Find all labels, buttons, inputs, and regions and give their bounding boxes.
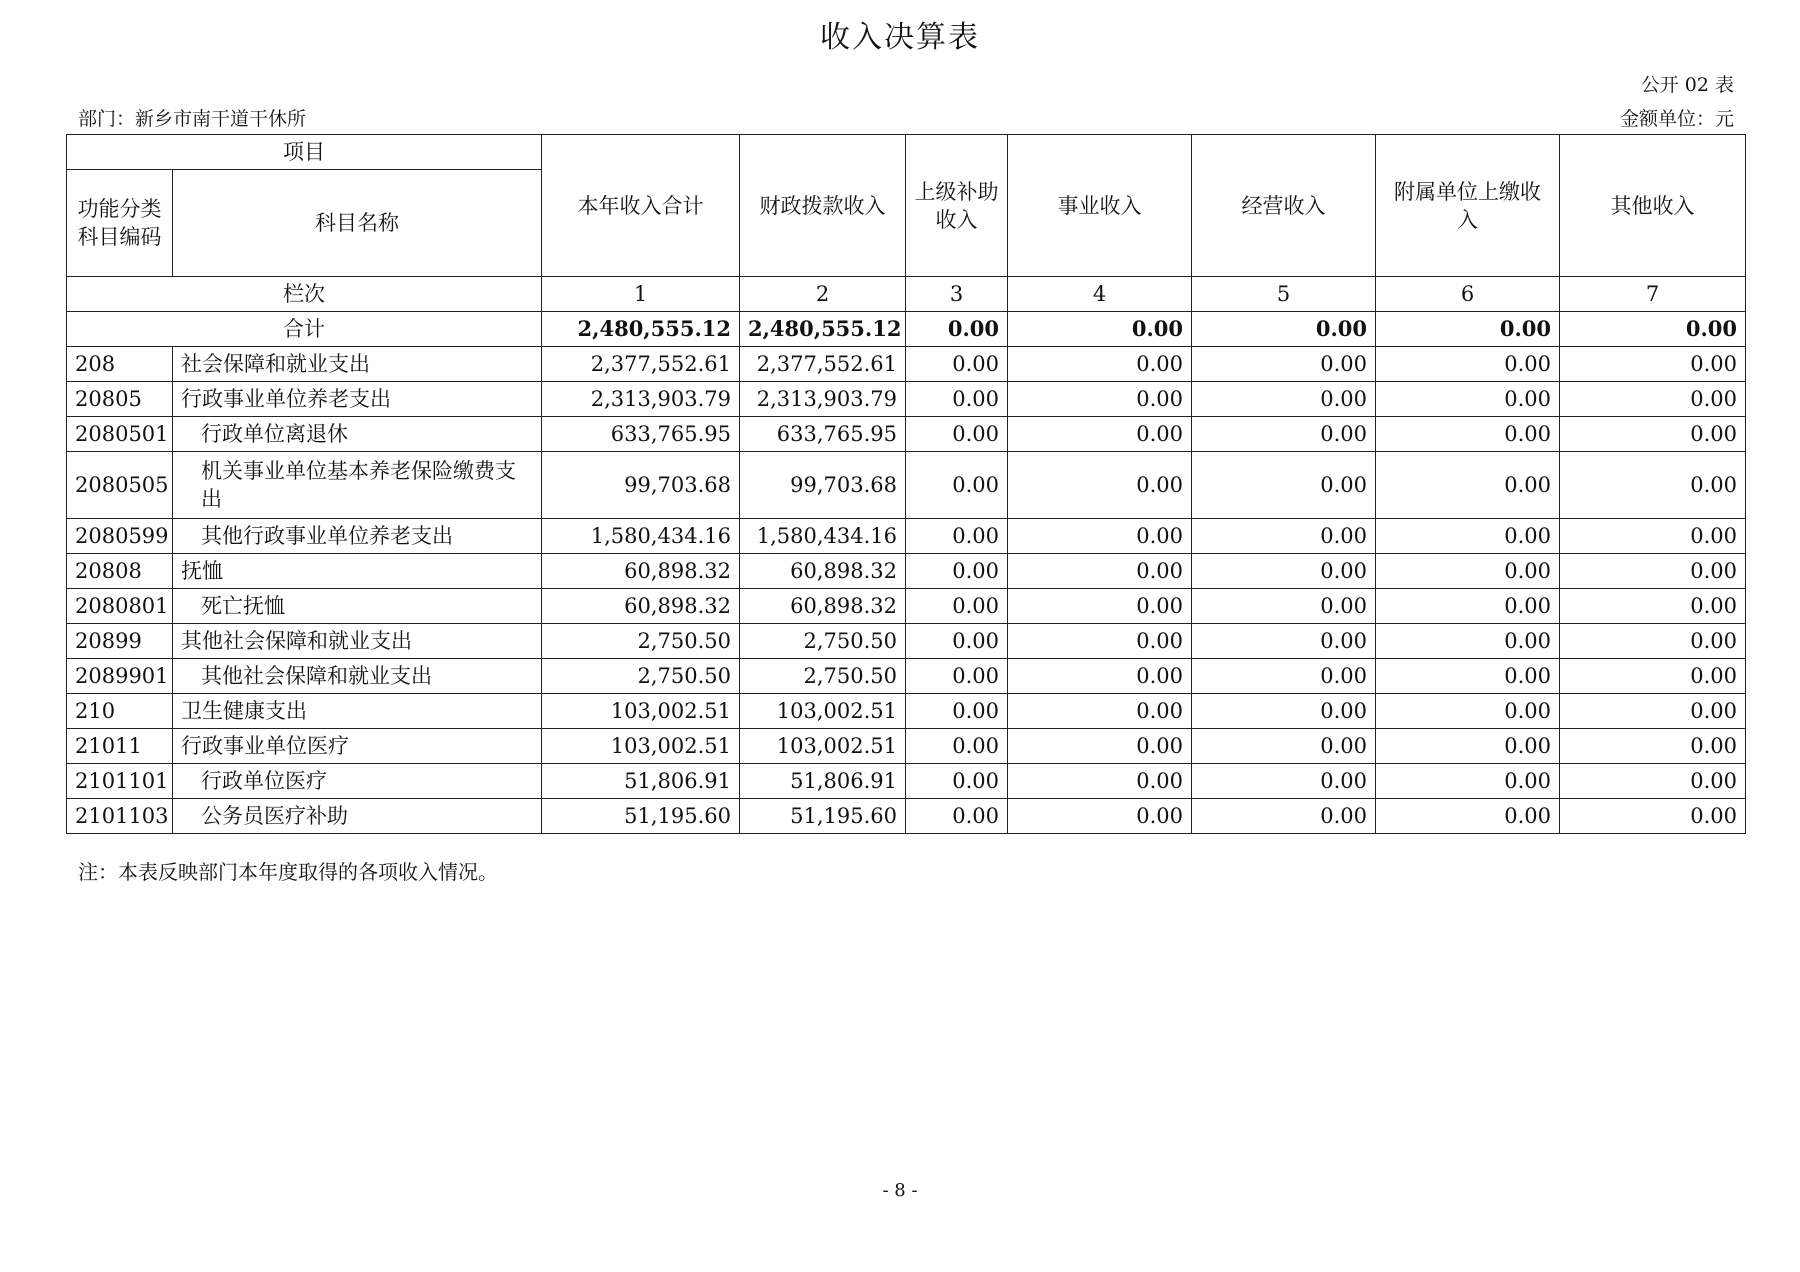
table-row <box>67 519 1746 554</box>
table-row <box>67 554 1746 589</box>
row-value: 0.00 <box>1560 452 1746 519</box>
total-value: 2,480,555.12 <box>740 312 906 347</box>
total-value: 2,480,555.12 <box>542 312 740 347</box>
header-operating-income: 经营收入 <box>1192 135 1376 277</box>
row-value: 0.00 <box>1560 624 1746 659</box>
table-row <box>67 347 1746 382</box>
row-value: 0.00 <box>906 624 1008 659</box>
row-value: 0.00 <box>1192 519 1376 554</box>
col-number: 6 <box>1376 277 1560 312</box>
row-value: 0.00 <box>1560 659 1746 694</box>
row-value: 0.00 <box>906 589 1008 624</box>
row-value: 0.00 <box>1560 347 1746 382</box>
row-value: 0.00 <box>1376 799 1560 834</box>
amount-unit-label: 金额单位：元 <box>1619 108 1734 130</box>
row-name: 其他社会保障和就业支出 <box>173 659 542 694</box>
total-value: 0.00 <box>1192 312 1376 347</box>
row-value: 0.00 <box>1560 554 1746 589</box>
row-value: 0.00 <box>1560 417 1746 452</box>
row-value: 0.00 <box>1560 799 1746 834</box>
header-project: 项目 <box>67 135 542 170</box>
row-name: 死亡抚恤 <box>173 589 542 624</box>
row-value: 2,750.50 <box>542 659 740 694</box>
row-value: 0.00 <box>1376 417 1560 452</box>
row-code: 208 <box>67 347 173 382</box>
row-name: 行政事业单位医疗 <box>173 729 542 764</box>
row-value: 51,806.91 <box>542 764 740 799</box>
row-value: 51,195.60 <box>740 799 906 834</box>
row-value: 0.00 <box>1008 659 1192 694</box>
row-value: 51,806.91 <box>740 764 906 799</box>
row-value: 60,898.32 <box>740 589 906 624</box>
row-value: 0.00 <box>1376 452 1560 519</box>
form-number: 公开 02 表 <box>1640 74 1734 96</box>
row-value: 0.00 <box>1008 799 1192 834</box>
row-value: 2,377,552.61 <box>542 347 740 382</box>
header-affiliated-income: 附属单位上缴收入 <box>1376 135 1560 277</box>
table-note: 注：本表反映部门本年度取得的各项收入情况。 <box>78 860 498 884</box>
col-number: 1 <box>542 277 740 312</box>
row-value: 0.00 <box>1008 589 1192 624</box>
row-name: 其他行政事业单位养老支出 <box>173 519 542 554</box>
row-value: 0.00 <box>1192 799 1376 834</box>
total-label: 合计 <box>67 312 542 347</box>
row-code: 20899 <box>67 624 173 659</box>
page-number: - 8 - <box>882 1180 918 1201</box>
total-value: 0.00 <box>906 312 1008 347</box>
row-value: 0.00 <box>1376 519 1560 554</box>
row-value: 0.00 <box>906 729 1008 764</box>
row-value: 2,750.50 <box>740 659 906 694</box>
row-value: 0.00 <box>1008 764 1192 799</box>
row-name: 行政单位离退休 <box>173 417 542 452</box>
row-value: 0.00 <box>1192 764 1376 799</box>
row-value: 103,002.51 <box>740 694 906 729</box>
column-number-row <box>67 277 1746 312</box>
table-row <box>67 624 1746 659</box>
income-table <box>66 134 1746 834</box>
row-value: 51,195.60 <box>542 799 740 834</box>
row-value: 60,898.32 <box>542 589 740 624</box>
row-code: 20808 <box>67 554 173 589</box>
col-number: 3 <box>906 277 1008 312</box>
row-code: 2101103 <box>67 799 173 834</box>
header-superior-subsidy: 上级补助收入 <box>906 135 1008 277</box>
col-number: 4 <box>1008 277 1192 312</box>
header-row-project <box>67 135 1746 170</box>
header-total-income: 本年收入合计 <box>542 135 740 277</box>
row-value: 0.00 <box>906 554 1008 589</box>
row-code: 20805 <box>67 382 173 417</box>
row-value: 0.00 <box>906 382 1008 417</box>
row-value: 0.00 <box>906 519 1008 554</box>
row-value: 0.00 <box>1376 659 1560 694</box>
report-title: 收入决算表 <box>820 20 980 55</box>
row-value: 0.00 <box>1560 764 1746 799</box>
row-value: 0.00 <box>1192 452 1376 519</box>
row-name: 卫生健康支出 <box>173 694 542 729</box>
row-code: 2080599 <box>67 519 173 554</box>
row-value: 0.00 <box>1192 554 1376 589</box>
table-row <box>67 659 1746 694</box>
row-value: 2,313,903.79 <box>740 382 906 417</box>
row-value: 0.00 <box>1376 554 1560 589</box>
row-value: 0.00 <box>1008 382 1192 417</box>
row-value: 99,703.68 <box>542 452 740 519</box>
row-value: 0.00 <box>1192 729 1376 764</box>
row-name: 其他社会保障和就业支出 <box>173 624 542 659</box>
row-value: 0.00 <box>1376 589 1560 624</box>
row-code: 21011 <box>67 729 173 764</box>
header-code: 功能分类科目编码 <box>67 170 173 277</box>
row-value: 0.00 <box>1376 694 1560 729</box>
row-value: 0.00 <box>1008 519 1192 554</box>
row-value: 0.00 <box>1192 624 1376 659</box>
total-value: 0.00 <box>1376 312 1560 347</box>
row-value: 99,703.68 <box>740 452 906 519</box>
row-name: 机关事业单位基本养老保险缴费支出 <box>173 452 542 519</box>
row-value: 633,765.95 <box>740 417 906 452</box>
row-value: 0.00 <box>1560 694 1746 729</box>
row-code: 210 <box>67 694 173 729</box>
col-number: 5 <box>1192 277 1376 312</box>
row-value: 103,002.51 <box>542 694 740 729</box>
row-value: 0.00 <box>1376 382 1560 417</box>
row-name: 行政事业单位养老支出 <box>173 382 542 417</box>
table-row <box>67 694 1746 729</box>
row-value: 0.00 <box>906 659 1008 694</box>
row-value: 103,002.51 <box>542 729 740 764</box>
row-code: 2089901 <box>67 659 173 694</box>
row-value: 2,750.50 <box>740 624 906 659</box>
table-row <box>67 452 1746 519</box>
col-number: 2 <box>740 277 906 312</box>
row-value: 103,002.51 <box>740 729 906 764</box>
row-value: 0.00 <box>906 417 1008 452</box>
row-value: 0.00 <box>1008 729 1192 764</box>
row-value: 60,898.32 <box>740 554 906 589</box>
table-row <box>67 764 1746 799</box>
row-value: 0.00 <box>1560 519 1746 554</box>
row-name: 行政单位医疗 <box>173 764 542 799</box>
header-name: 科目名称 <box>173 170 542 277</box>
total-value: 0.00 <box>1008 312 1192 347</box>
row-value: 1,580,434.16 <box>740 519 906 554</box>
total-row <box>67 312 1746 347</box>
header-fiscal-income: 财政拨款收入 <box>740 135 906 277</box>
row-value: 0.00 <box>906 799 1008 834</box>
row-value: 0.00 <box>1192 659 1376 694</box>
department-label: 部门：新乡市南干道干休所 <box>78 108 307 130</box>
row-value: 0.00 <box>1008 347 1192 382</box>
row-code: 2101101 <box>67 764 173 799</box>
row-name: 社会保障和就业支出 <box>173 347 542 382</box>
row-value: 0.00 <box>1192 694 1376 729</box>
row-value: 0.00 <box>906 764 1008 799</box>
table-row <box>67 382 1746 417</box>
row-value: 0.00 <box>1376 624 1560 659</box>
row-value: 0.00 <box>906 452 1008 519</box>
row-name: 公务员医疗补助 <box>173 799 542 834</box>
row-value: 0.00 <box>1008 452 1192 519</box>
row-value: 0.00 <box>1008 694 1192 729</box>
row-value: 0.00 <box>1376 729 1560 764</box>
row-code: 2080801 <box>67 589 173 624</box>
row-value: 0.00 <box>1560 589 1746 624</box>
total-value: 0.00 <box>1560 312 1746 347</box>
row-code: 2080501 <box>67 417 173 452</box>
row-value: 0.00 <box>906 694 1008 729</box>
row-value: 0.00 <box>1192 347 1376 382</box>
row-value: 1,580,434.16 <box>542 519 740 554</box>
row-value: 0.00 <box>1192 382 1376 417</box>
row-value: 60,898.32 <box>542 554 740 589</box>
row-value: 0.00 <box>1376 347 1560 382</box>
row-value: 0.00 <box>1008 624 1192 659</box>
row-value: 2,377,552.61 <box>740 347 906 382</box>
table-row <box>67 589 1746 624</box>
row-name: 抚恤 <box>173 554 542 589</box>
header-business-income: 事业收入 <box>1008 135 1192 277</box>
lanci-label: 栏次 <box>67 277 542 312</box>
row-value: 633,765.95 <box>542 417 740 452</box>
row-value: 2,313,903.79 <box>542 382 740 417</box>
row-value: 0.00 <box>1192 417 1376 452</box>
row-value: 0.00 <box>1560 729 1746 764</box>
row-value: 0.00 <box>1192 589 1376 624</box>
row-value: 2,750.50 <box>542 624 740 659</box>
table-row <box>67 799 1746 834</box>
row-value: 0.00 <box>906 347 1008 382</box>
table-row <box>67 417 1746 452</box>
row-code: 2080505 <box>67 452 173 519</box>
header-other-income: 其他收入 <box>1560 135 1746 277</box>
row-value: 0.00 <box>1008 417 1192 452</box>
row-value: 0.00 <box>1008 554 1192 589</box>
row-value: 0.00 <box>1376 764 1560 799</box>
table-row <box>67 729 1746 764</box>
col-number: 7 <box>1560 277 1746 312</box>
row-value: 0.00 <box>1560 382 1746 417</box>
